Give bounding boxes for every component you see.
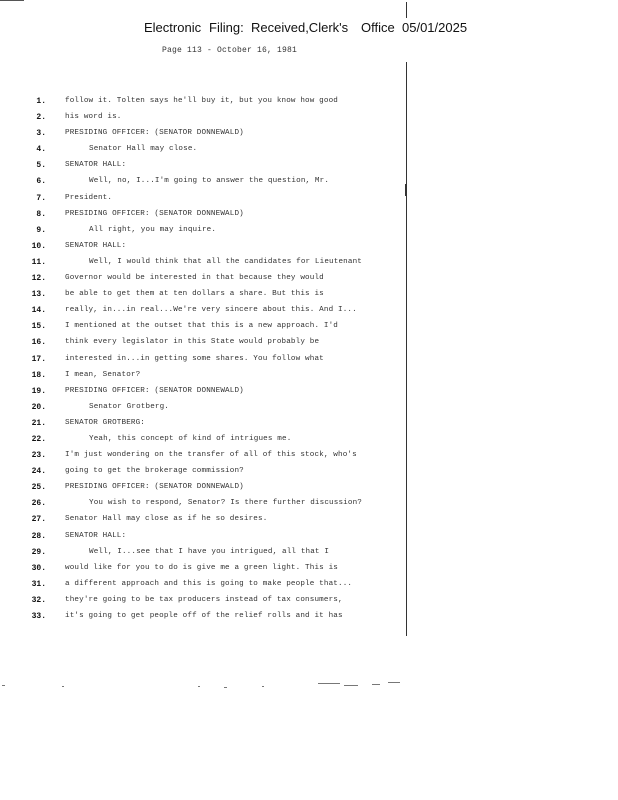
transcript-line xyxy=(0,289,618,305)
line-number: 13. xyxy=(31,290,46,300)
line-text: PRESIDING OFFICER: (SENATOR DONNEWALD) xyxy=(65,386,244,395)
transcript-line xyxy=(0,563,618,579)
transcript-line xyxy=(0,305,618,321)
transcript-line xyxy=(0,595,618,611)
line-text: I'm just wondering on the transfer of all of this stock, who's xyxy=(65,451,357,460)
line-text: would like for you to do is give me a green light. This is xyxy=(65,563,339,572)
scan-speck xyxy=(62,686,64,687)
line-text: I mean, Senator? xyxy=(65,370,141,379)
line-number: 7. xyxy=(36,193,46,203)
transcript-line xyxy=(0,337,618,353)
line-text: going to get the brokerage commission? xyxy=(65,467,244,476)
line-text: his word is. xyxy=(65,113,122,122)
line-number: 16. xyxy=(31,338,46,348)
filing-stamp-electronic: Electronic xyxy=(144,20,202,35)
line-number: 14. xyxy=(31,306,46,316)
transcript-line xyxy=(0,354,618,370)
transcript-line xyxy=(0,225,618,241)
transcript-line xyxy=(0,128,618,144)
transcript-line xyxy=(0,450,618,466)
line-number: 12. xyxy=(31,274,46,284)
scan-speck xyxy=(262,686,264,687)
transcript-line xyxy=(0,209,618,225)
transcript-line xyxy=(0,193,618,209)
transcript-line xyxy=(0,241,618,257)
line-text: SENATOR HALL: xyxy=(65,161,127,170)
line-text: be able to get them at ten dollars a share. But this is xyxy=(65,290,324,299)
filing-stamp-office: Office xyxy=(361,20,395,35)
transcript-line xyxy=(0,547,618,563)
line-number: 10. xyxy=(31,241,46,251)
line-number: 25. xyxy=(31,483,46,493)
line-text: PRESIDING OFFICER: (SENATOR DONNEWALD) xyxy=(65,129,244,138)
line-text: follow it. Tolten says he'll buy it, but you know how good xyxy=(65,97,339,105)
line-number: 2. xyxy=(36,113,46,123)
transcript-line xyxy=(0,482,618,498)
transcript-body xyxy=(0,96,618,627)
line-number: 6. xyxy=(36,177,46,187)
filing-stamp-date: 05/01/2025 xyxy=(402,20,468,35)
transcript-line xyxy=(0,466,618,482)
line-number: 29. xyxy=(31,547,46,557)
line-number: 32. xyxy=(31,595,46,605)
line-text: it's going to get people off of the relief rolls and it has xyxy=(65,612,343,620)
line-text: SENATOR HALL: xyxy=(65,531,127,540)
scan-speck xyxy=(318,683,340,684)
line-text: SENATOR GROTBERG: xyxy=(65,418,146,427)
filing-stamp-received: Received,Clerk's xyxy=(251,20,349,35)
scan-speck xyxy=(2,685,5,686)
line-number: 5. xyxy=(36,161,46,171)
line-number: 4. xyxy=(36,145,46,155)
line-text: PRESIDING OFFICER: (SENATOR DONNEWALD) xyxy=(65,209,244,218)
line-number: 22. xyxy=(31,434,46,444)
page-reference: Page 113 - October 16, 1981 xyxy=(162,46,298,55)
line-number: 30. xyxy=(31,563,46,573)
line-number: 8. xyxy=(36,209,46,219)
line-number: 31. xyxy=(31,579,46,589)
line-number: 24. xyxy=(31,467,46,477)
line-number: 9. xyxy=(36,225,46,235)
line-number: 20. xyxy=(31,402,46,412)
transcript-line xyxy=(0,531,618,547)
line-text: a different approach and this is going to make people that... xyxy=(65,579,353,588)
line-text: President. xyxy=(65,193,113,202)
transcript-line xyxy=(0,402,618,418)
scan-speck xyxy=(344,685,358,686)
line-number: 3. xyxy=(36,129,46,139)
scan-speck xyxy=(388,682,400,683)
transcript-line xyxy=(0,611,618,627)
scan-edge-mark xyxy=(0,0,24,1)
transcript-line xyxy=(0,112,618,128)
transcript-line xyxy=(0,96,618,112)
filing-stamp-filing: Filing: xyxy=(209,20,244,35)
line-number: 1. xyxy=(36,97,46,106)
line-text: PRESIDING OFFICER: (SENATOR DONNEWALD) xyxy=(65,483,244,492)
line-text: they're going to be tax producers instead of tax consumers, xyxy=(65,595,343,604)
line-text: Yeah, this concept of kind of intrigues me. xyxy=(89,434,292,443)
line-text: really, in...in real...We're very sincere about this. And I... xyxy=(65,306,357,315)
transcript-line xyxy=(0,176,618,192)
scan-artifacts xyxy=(0,681,618,691)
line-text: All right, you may inquire. xyxy=(89,225,217,234)
line-text: You wish to respond, Senator? Is there further discussion? xyxy=(89,499,363,508)
transcript-line xyxy=(0,434,618,450)
line-number: 28. xyxy=(31,531,46,541)
line-text: interested in...in getting some shares. You follow what xyxy=(65,354,324,363)
line-number: 15. xyxy=(31,322,46,332)
transcript-line xyxy=(0,257,618,273)
line-text: Senator Hall may close as if he so desires. xyxy=(65,515,268,524)
transcript-line xyxy=(0,370,618,386)
line-text: Senator Hall may close. xyxy=(89,145,198,154)
scan-speck xyxy=(372,684,380,685)
line-number: 17. xyxy=(31,354,46,364)
transcript-line xyxy=(0,498,618,514)
line-text: Well, I...see that I have you intrigued, all that I xyxy=(89,547,330,556)
line-number: 21. xyxy=(31,418,46,428)
line-number: 33. xyxy=(31,612,46,621)
line-text: SENATOR HALL: xyxy=(65,241,127,250)
scan-speck xyxy=(224,687,227,688)
line-text: I mentioned at the outset that this is a new approach. I'd xyxy=(65,322,339,331)
line-number: 26. xyxy=(31,499,46,509)
line-number: 27. xyxy=(31,515,46,525)
line-number: 11. xyxy=(31,257,46,267)
line-text: Senator Grotberg. xyxy=(89,402,170,411)
transcript-line xyxy=(0,160,618,176)
transcript-line xyxy=(0,321,618,337)
line-text: Well, I would think that all the candidates for Lieutenant xyxy=(89,257,363,266)
line-number: 23. xyxy=(31,451,46,461)
transcript-line xyxy=(0,514,618,530)
line-number: 19. xyxy=(31,386,46,396)
margin-rule-top xyxy=(406,2,407,18)
line-text: Governor would be interested in that because they would xyxy=(65,274,324,283)
line-number: 18. xyxy=(31,370,46,380)
transcript-line xyxy=(0,144,618,160)
filing-stamp-header xyxy=(0,20,618,38)
transcript-line xyxy=(0,418,618,434)
line-text: think every legislator in this State would probably be xyxy=(65,338,320,347)
line-text: Well, no, I...I'm going to answer the question, Mr. xyxy=(89,177,330,186)
transcript-line xyxy=(0,273,618,289)
transcript-line xyxy=(0,579,618,595)
transcript-line xyxy=(0,386,618,402)
scan-speck xyxy=(198,686,200,687)
